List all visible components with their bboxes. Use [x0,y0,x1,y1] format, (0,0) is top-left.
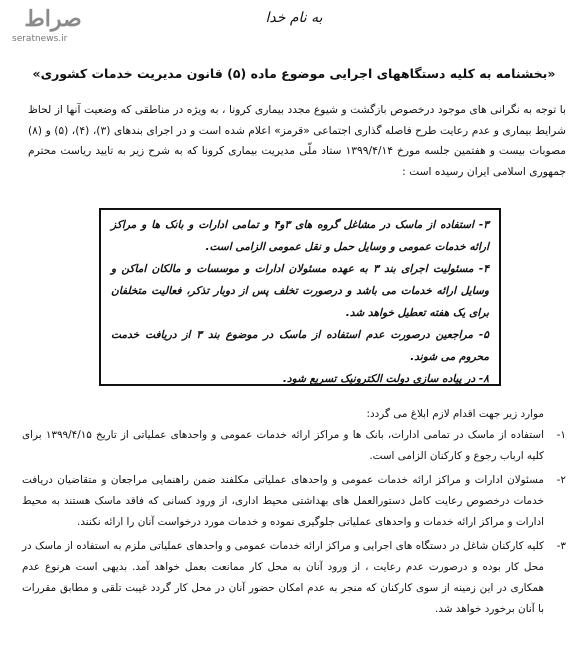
box-item-8: ۸- در پیاده سازی دولت الکترونیک تسریع شود. [282,373,489,385]
directive-text: استفاده از ماسک در تمامی ادارات، بانک ها و مراکز ارائه خدمات عمومی و واحدهای عملیاتی از تاریخ ۱۳۹۹/۴/۱۵ برای کلیه ارباب رجوع و کارکنان الزامی است. [22,429,544,462]
circular-title: «بخشنامه به کلیه دستگاههای اجرایی موضوع ماده (۵) قانون مدیریت خدمات کشوری» [32,66,556,81]
box-item-5: ۵- مراجعین درصورت عدم استفاده از ماسک در موضوع بند ۳ از دریافت خدمت محروم می شوند. [111,329,489,363]
top-heading: به نام خدا [265,10,323,26]
directive-number: ۲- [556,474,566,486]
directives-lead: موارد زیر جهت اقدام لازم ابلاغ می گردد: [366,408,544,420]
directive-item-1 [22,425,566,467]
box-item-3: ۳- استفاده از ماسک در مشاغل گروه های ۳و۴ و تمامی ادارات و بانک ها و مراکز ارائه خدمات عمومی و وسایل حمل و نقل عمومی الزامی است. [111,219,489,253]
logo-brand-text: صراط [24,6,82,32]
logo-url: seratnews.ir [12,34,68,44]
directive-text: مسئولان ادارات و مراکز ارائه خدمات عمومی و واحدهای عملیاتی مکلفند ضمن راهنمایی مراجعان و متقاضیان دریافت خدمات درخصوص رعایت کامل دستورالعمل های بهداشتی محیط اداری، از ورود کسانی که فاقد ماسک هستند به محیط ادارات و مراکز ارائه خدمات و واحدهای عملیاتی جلوگیری نموده و خدمات مورد درخواست آنان را ارائه نکنند. [22,474,544,528]
directive-number: ۱- [556,429,566,441]
box-item-4: ۴- مسئولیت اجرای بند ۳ به عهده مسئولان ادارات و موسسات و مالکان اماکن و وسایل ارائه خدمات می باشد و درصورت تخلف پس از دوبار تذکر، فعالیت متخلفان برای یک هفته تعطیل خواهد شد. [111,263,489,319]
directive-item-3 [22,536,566,620]
directive-item-2 [22,470,566,533]
resolutions-box [99,208,501,386]
directives-section [22,404,566,620]
intro-paragraph: با توجه به نگرانی های موجود درخصوص بازگشت و شیوع مجدد بیماری کرونا ، به ویژه در مناطقی که وضعیت آنها از لحاظ شرایط بیماری و عدم رعایت طرح فاصله گذاری اجتماعی «قرمز» اعلام شده است و در اجرای بندهای (۳)، (۴)، (۵) و (۸) مصوبات بیست و هفتمین جلسه مورخ ۱۳۹۹/۴/۱۴ ستاد ملّی مدیریت بیماری کرونا که به شرح زیر به تایید ریاست محترم جمهوری اسلامی ایران رسیده است : [28,103,567,178]
directive-number: ۳- [556,540,566,552]
directive-text: کلیه کارکنان شاغل در دستگاه های اجرایی و مراکز ارائه خدمات عمومی و واحدهای عملیاتی ملزم به استفاده از ماسک در محل کار بوده و درصورت عدم رعایت ، از ورود آنان به محل کار ممانعت بعمل خواهد آمد. بدیهی است هرنوع عدم همکاری در این زمینه از سوی کارکنان که منجر به عدم امکان حضور آنان در محل کار گردد غیبت تلقی و مطابق مقررات با آنان برخورد خواهد شد. [22,540,544,615]
